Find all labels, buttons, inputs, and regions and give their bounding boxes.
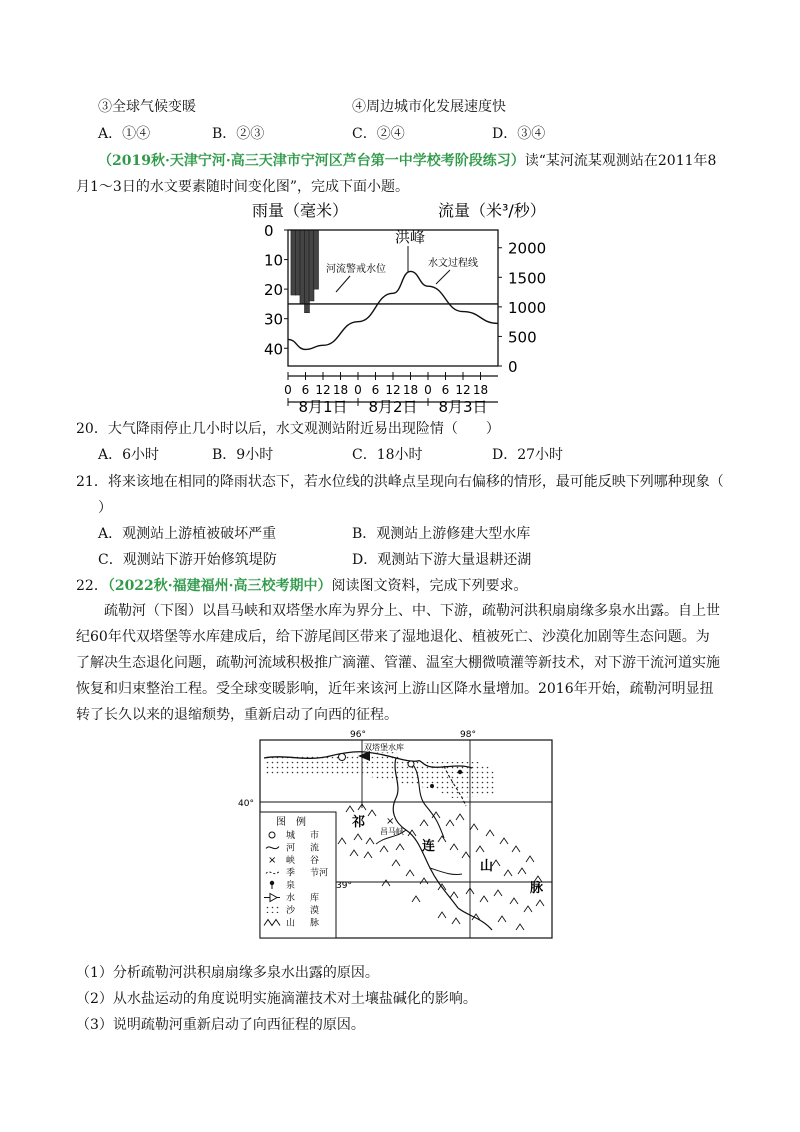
rain-column xyxy=(304,230,309,313)
peak-label: 洪峰 xyxy=(395,228,426,246)
q21-stem-close: ） xyxy=(98,500,112,516)
time-tick-label: 0 xyxy=(424,383,432,397)
left-tick-label: 0 xyxy=(264,222,274,240)
time-tick-label: 18 xyxy=(402,383,419,397)
right-tick-label: 1000 xyxy=(508,298,547,317)
q20-option-c[interactable]: C．18小时 xyxy=(352,447,423,463)
date-label: 8月2日 xyxy=(368,398,418,416)
legend-label: 季 xyxy=(286,868,296,879)
range-char-3: 山 xyxy=(480,859,494,874)
legend-label: 城 xyxy=(286,831,296,841)
q21-option-b[interactable]: B．观测站上游修建大型水库 xyxy=(352,526,531,542)
date-labels xyxy=(288,398,488,416)
curve-pointer xyxy=(436,270,450,284)
left-axis-title: 雨量（毫米） xyxy=(252,201,349,220)
legend-label: 脉 xyxy=(310,918,320,929)
range-char-4: 脉 xyxy=(530,881,544,896)
date-label: 8月3日 xyxy=(438,398,488,416)
legend-label: 流 xyxy=(310,843,320,854)
legend-label: 沙 xyxy=(286,906,296,916)
time-tick-label: 12 xyxy=(385,383,401,397)
range-char-2: 连 xyxy=(422,839,436,854)
q22-passage: 疏勒河（下图）以昌马峡和双塔堡水库为界分上、中、下游，疏勒河洪积扇扇缘多泉水出露。自上世纪60年代双塔堡等水库建成后，给下游尾闾区带来了湿地退化、植被死亡、沙漠化加剧等生态问题。为了解决生态退化问题，疏勒河流域积极推广滴灌、管灌、温室大棚微喷灌等新技术，对下游干流河道实施恢复和归束整治工程。受全球变暖影响，近年来该河上游山区降水量增加。2016年开始，疏勒河明显扭转了长久以来的退缩颓势，重新启动了向西的征程。 xyxy=(76,603,720,723)
warning-pointer xyxy=(336,276,350,292)
time-tick-label: 0 xyxy=(354,383,362,397)
q22-sub-1: （1）分析疏勒河洪积扇扇缘多泉水出露的原因。 xyxy=(76,965,379,981)
rain-columns xyxy=(291,230,319,313)
left-tick-label: 10 xyxy=(264,251,284,270)
q20-option-d[interactable]: D．27小时 xyxy=(492,447,564,463)
date-label: 8月1日 xyxy=(298,398,348,416)
legend-label: 泉 xyxy=(286,881,296,891)
time-tick-label: 18 xyxy=(332,383,349,397)
intro-text-a: 读“某河流某观测站在2011年8 xyxy=(524,153,717,169)
lat-40-label: 40° xyxy=(238,799,254,809)
left-axis-ticks xyxy=(264,222,288,358)
prev-option-b[interactable]: B．②③ xyxy=(212,126,265,142)
q22-number: 22． xyxy=(76,578,108,594)
time-tick-label: 12 xyxy=(315,383,331,397)
lat-39-label: 39° xyxy=(336,881,352,891)
time-tick-label: 6 xyxy=(441,383,450,397)
time-tick-label: 12 xyxy=(455,383,471,397)
legend-city-icon xyxy=(269,832,275,838)
rain-column xyxy=(295,230,300,295)
city-marker-2 xyxy=(408,761,414,767)
legend-label: 谷 xyxy=(310,856,320,866)
time-tick-label: 18 xyxy=(472,383,489,397)
legend-label: 峡 xyxy=(286,856,296,866)
lon-98-label: 98° xyxy=(460,730,476,740)
legend-label: 市 xyxy=(310,831,320,841)
curve-label: 水文过程线 xyxy=(428,258,478,269)
warning-label: 河流警戒水位 xyxy=(326,264,386,275)
gorge-symbol: × xyxy=(386,816,395,827)
city-marker xyxy=(339,754,346,761)
prev-option-a[interactable]: A．①④ xyxy=(98,126,151,142)
legend-label: 节河 xyxy=(310,868,329,879)
prev-item-3: ③全球气候变暖 xyxy=(98,99,196,115)
prev-option-c[interactable]: C．②④ xyxy=(352,126,405,142)
left-tick-label: 40 xyxy=(264,340,284,359)
legend-gorge-icon: × xyxy=(268,855,277,866)
lon-96-label: 96° xyxy=(350,730,366,740)
gorge-label: 昌马峡 xyxy=(380,827,404,836)
spring-marker xyxy=(458,770,462,774)
group-intro-line1 xyxy=(98,150,716,170)
legend-spring-icon xyxy=(270,881,274,885)
q22-lead: 阅读图文资料，完成下列要求。 xyxy=(331,578,528,594)
prev-option-d[interactable]: D．③④ xyxy=(492,126,546,142)
q21-option-d[interactable]: D．观测站下游大量退耕还湖 xyxy=(352,552,532,568)
q21-option-c[interactable]: C．观测站下游开始修筑堤防 xyxy=(98,552,277,568)
legend-label: 山 xyxy=(286,918,296,929)
q20-stem: 20．大气降雨停止几小时以后，水文观测站附近易出现险情（ ） xyxy=(76,421,500,437)
rain-column xyxy=(300,230,305,304)
legend-label: 漠 xyxy=(310,906,320,916)
right-tick-label: 500 xyxy=(508,328,537,347)
legend-label: 河 xyxy=(286,843,296,854)
range-char-1: 祁 xyxy=(352,815,366,830)
legend-title: 图 例 xyxy=(276,817,306,828)
intro-text-b: 月1～3日的水文要素随时间变化图”，完成下面小题。 xyxy=(76,179,409,195)
right-tick-label: 0 xyxy=(508,358,518,376)
left-tick-label: 30 xyxy=(264,310,284,329)
legend-desert-icon xyxy=(264,905,280,913)
time-tick-label: 6 xyxy=(301,383,310,397)
rain-column xyxy=(291,230,296,295)
right-tick-label: 2000 xyxy=(508,239,547,258)
legend-label: 库 xyxy=(310,893,320,904)
q21-stem: 21．将来该地在相同的降雨状态下，若水位线的洪峰点呈现向右偏移的情形，最可能反映下列哪种现象（ xyxy=(76,474,724,490)
rain-column xyxy=(314,230,319,289)
shule-river-map xyxy=(238,726,564,944)
right-tick-label: 1500 xyxy=(508,269,547,288)
q22-header xyxy=(76,575,528,595)
spring-marker-2 xyxy=(430,784,434,788)
hydrograph-curve xyxy=(288,271,498,349)
rain-column xyxy=(309,230,314,301)
legend-label: 水 xyxy=(286,893,296,904)
q20-option-b[interactable]: B．9小时 xyxy=(212,447,274,463)
q20-option-a[interactable]: A．6小时 xyxy=(98,447,160,463)
left-tick-label: 20 xyxy=(264,281,284,300)
prev-item-4: ④周边城市化发展速度快 xyxy=(352,99,506,115)
right-axis-ticks xyxy=(498,240,546,376)
q22-sub-3: （3）说明疏勒河重新启动了向西征程的原因。 xyxy=(76,1017,365,1033)
right-axis-title: 流量（米³/秒） xyxy=(438,201,546,220)
time-tick-label: 6 xyxy=(371,383,380,397)
reservoir-label: 双塔堡水库 xyxy=(364,743,404,752)
q22-sub-2: （2）从水盐运动的角度说明实施滴灌技术对土壤盐碱化的影响。 xyxy=(76,991,477,1007)
time-tick-label: 0 xyxy=(284,383,292,397)
q21-option-a[interactable]: A．观测站上游植被破坏严重 xyxy=(98,526,277,542)
q22-source: （2022秋·福建福州·高三校考期中） xyxy=(107,578,332,594)
hydrograph-chart xyxy=(250,198,547,416)
question-source: （2019秋·天津宁河·高三天津市宁河区芦台第一中学校考阶段练习） xyxy=(98,153,525,169)
